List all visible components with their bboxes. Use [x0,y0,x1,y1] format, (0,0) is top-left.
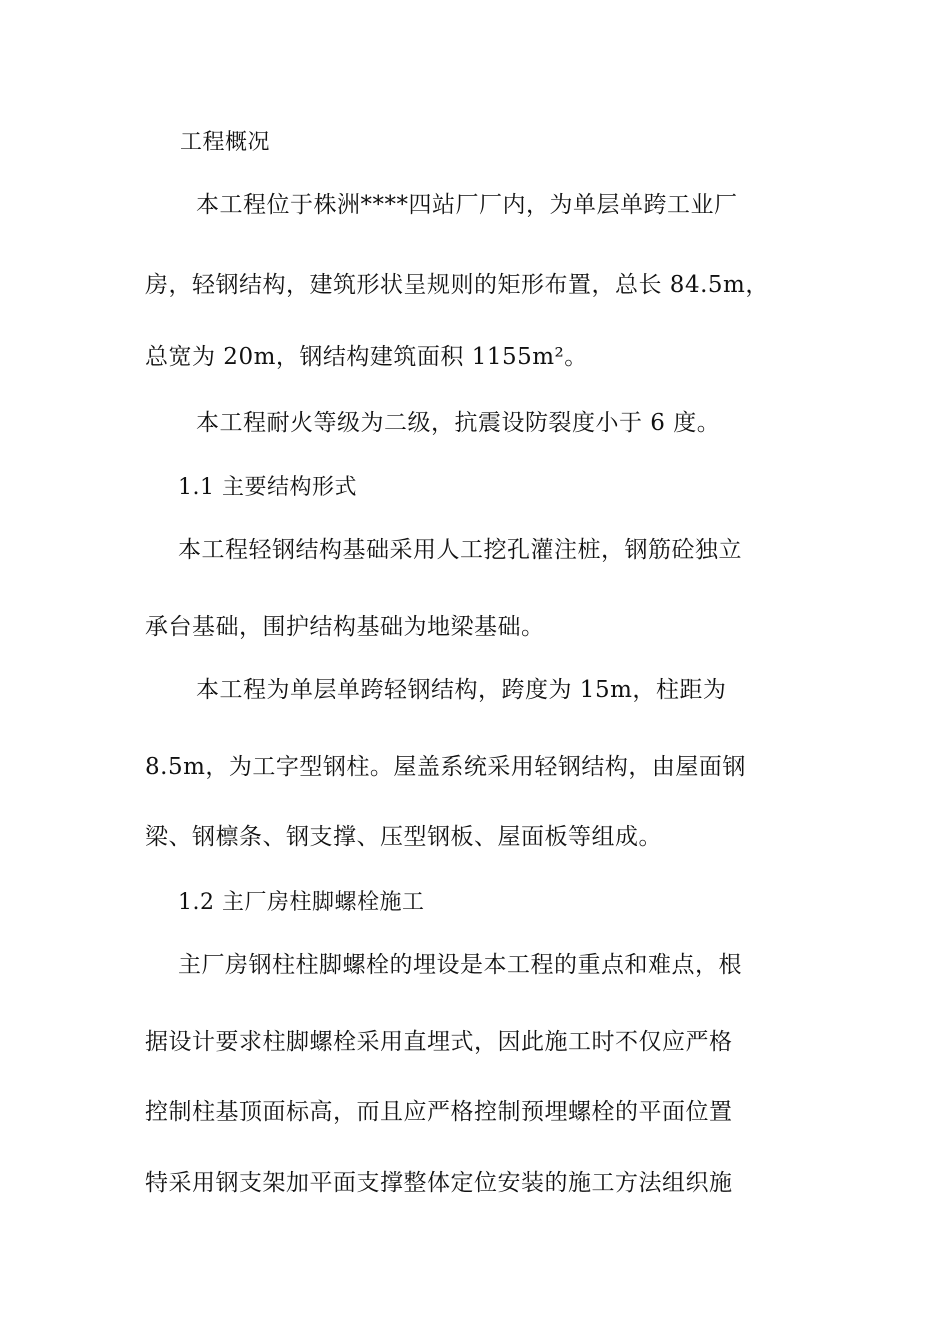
paragraph-line: 房，轻钢结构，建筑形状呈规则的矩形布置，总长 84.5m， [145,272,769,298]
paragraph-line: 本工程耐火等级为二级，抗震设防裂度小于 6 度。 [196,410,721,436]
paragraph-line: 主厂房钢柱柱脚螺栓的埋设是本工程的重点和难点，根 [178,952,742,978]
paragraph-line: 8.5m，为工字型钢柱。屋盖系统采用轻钢结构，由屋面钢 [145,754,746,780]
paragraph-line: 本工程为单层单跨轻钢结构，跨度为 15m，柱距为 [196,677,727,703]
paragraph-line: 特采用钢支架加平面支撑整体定位安装的施工方法组织施 [145,1170,733,1196]
paragraph-line: 控制柱基顶面标高，而且应严格控制预埋螺栓的平面位置 [145,1099,733,1125]
section-heading-1-2: 1.2 主厂房柱脚螺栓施工 [178,890,425,915]
section-title: 工程概况 [180,130,271,155]
paragraph-line: 总宽为 20m，钢结构建筑面积 1155m²。 [145,344,588,370]
paragraph-line: 本工程位于株洲****四站厂厂内，为单层单跨工业厂 [196,192,738,218]
paragraph-line: 承台基础，围护结构基础为地梁基础。 [145,614,545,640]
paragraph-line: 梁、钢檩条、钢支撑、压型钢板、屋面板等组成。 [145,824,662,850]
section-heading-1-1: 1.1 主要结构形式 [178,475,357,500]
paragraph-line: 据设计要求柱脚螺栓采用直埋式，因此施工时不仅应严格 [145,1029,733,1055]
paragraph-line: 本工程轻钢结构基础采用人工挖孔灌注桩，钢筋砼独立 [178,537,742,563]
